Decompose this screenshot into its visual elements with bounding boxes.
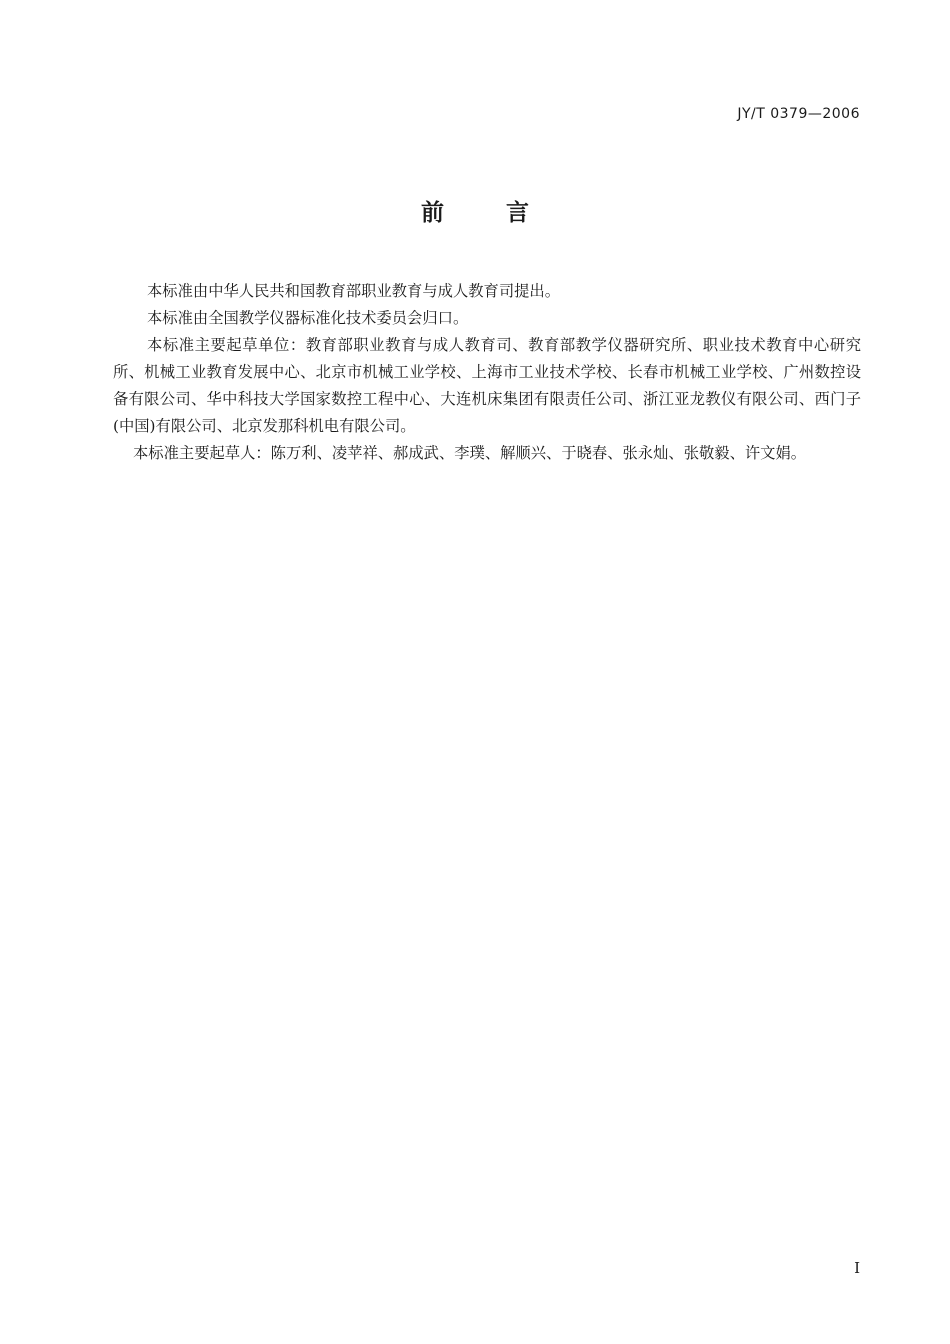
standard-code: JY/T 0379—2006 <box>737 106 860 122</box>
foreword-body <box>113 278 861 467</box>
title-char-1: 前 <box>421 200 444 226</box>
paragraph-drafters: 本标准主要起草人：陈万利、凌苹祥、郝成武、李璞、解顺兴、于晓春、张永灿、张敬毅、许文娟。 <box>133 444 807 462</box>
paragraph-administrator: 本标准由全国教学仪器标准化技术委员会归口。 <box>147 309 469 327</box>
paragraph-drafting-units: 本标准主要起草单位：教育部职业教育与成人教育司、教育部教学仪器研究所、职业技术教育中心研究所、机械工业教育发展中心、北京市机械工业学校、上海市工业技术学校、长春市机械工业学校、广州数控设备有限公司、华中科技大学国家数控工程中心、大连机床集团有限责任公司、浙江亚龙教仪有限公司、西门子(中国)有限公司、北京发那科机电有限公司。 <box>113 336 861 435</box>
page-number: I <box>854 1259 860 1277</box>
paragraph-proposer: 本标准由中华人民共和国教育部职业教育与成人教育司提出。 <box>147 282 561 300</box>
page-title <box>0 194 950 227</box>
title-char-2: 言 <box>506 200 529 226</box>
